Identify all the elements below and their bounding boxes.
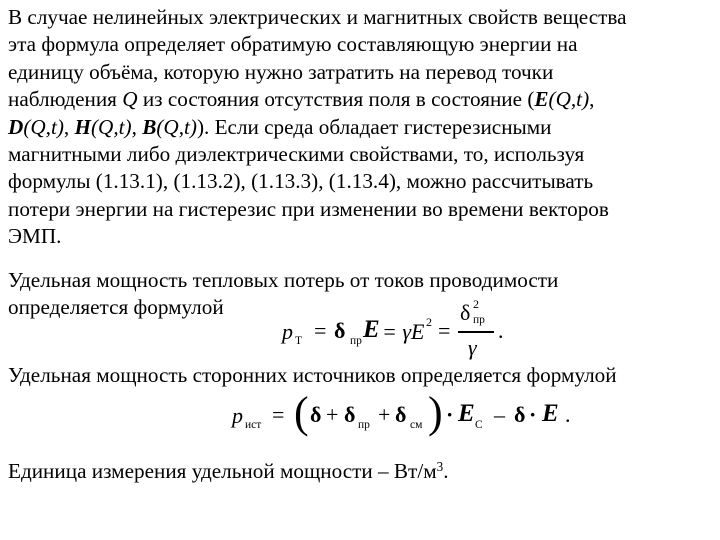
formula-source-power bbox=[232, 388, 592, 442]
text-fragment: , bbox=[63, 114, 75, 139]
text-line: определяется формулой bbox=[8, 295, 224, 320]
symbol-p: p bbox=[282, 319, 293, 344]
multiplication-dot: · bbox=[529, 402, 537, 427]
symbol-p: p bbox=[232, 403, 243, 428]
vector-delta: δ bbox=[514, 402, 526, 427]
subscript-c: С bbox=[475, 419, 483, 431]
vector-e: E bbox=[363, 316, 380, 343]
period: . bbox=[498, 318, 504, 343]
text-line: эта формула определяет обратимую составляющую энергии на bbox=[8, 32, 578, 57]
formula-thermal-power bbox=[270, 297, 530, 364]
text-line: Удельная мощность тепловых потерь от токов проводимости bbox=[8, 268, 559, 292]
text-line: Удельная мощность сторонних источников определяется формулой bbox=[8, 363, 617, 387]
text-line: потери энергии на гистерезис при изменении во времени векторов bbox=[8, 196, 609, 221]
vector-d: D bbox=[8, 114, 24, 139]
period: . bbox=[565, 402, 571, 427]
numerator-delta: δ bbox=[460, 300, 471, 325]
subscript-t: Т bbox=[295, 335, 303, 347]
argument-qt: (Q,t) bbox=[156, 114, 197, 139]
text-fragment: , bbox=[589, 87, 595, 112]
denominator-gamma: γ bbox=[468, 335, 477, 360]
vector-e: E bbox=[534, 87, 549, 112]
text-line: формулы (1.13.1), (1.13.2), (1.13.3), (1.13.4), можно рассчитывать bbox=[8, 169, 594, 194]
vector-b: B bbox=[142, 114, 157, 139]
vector-delta: δ bbox=[310, 402, 322, 427]
fraction-bar bbox=[458, 331, 494, 333]
text-line: ЭМП. bbox=[8, 224, 62, 249]
argument-qt: (Q,t) bbox=[91, 114, 132, 139]
equals-sign: = bbox=[314, 318, 327, 343]
text-line: единицу объёма, которую нужно затратить на перевод точки bbox=[8, 59, 554, 84]
minus-sign: – bbox=[494, 402, 505, 427]
vector-e-c: E bbox=[458, 400, 475, 427]
subscript-pr: пр bbox=[358, 419, 370, 431]
superscript-2: 2 bbox=[473, 297, 479, 311]
vector-delta: δ bbox=[334, 318, 346, 343]
plus-sign: + bbox=[378, 402, 391, 427]
text-line bbox=[8, 87, 594, 111]
subscript-sm: см bbox=[410, 419, 423, 431]
text-fragment: ). Если среда обладает гистерезисными bbox=[196, 114, 552, 139]
superscript-3: 3 bbox=[436, 458, 444, 474]
multiplication-dot: · bbox=[446, 402, 454, 427]
paragraph-nonlinear-properties bbox=[8, 4, 714, 251]
text-line: Единица измерения удельной мощности – Вт/м bbox=[8, 459, 437, 483]
text-line bbox=[8, 115, 552, 139]
vector-delta-sm: δ bbox=[395, 402, 407, 427]
superscript-2: 2 bbox=[426, 315, 432, 329]
text-fragment: из состояния отсутствия поля в состояние ( bbox=[137, 87, 535, 112]
left-parenthesis: ( bbox=[294, 388, 309, 437]
text-fragment: , bbox=[131, 114, 143, 139]
gamma-e-term: = γE bbox=[382, 319, 425, 344]
vector-delta-pr: δ bbox=[344, 402, 356, 427]
equals-sign: = bbox=[272, 402, 285, 427]
paragraph-unit bbox=[8, 458, 714, 485]
equals-sign: = bbox=[438, 318, 451, 343]
argument-qt: (Q,t) bbox=[548, 87, 590, 112]
text-line: магнитными либо диэлектрическими свойствами, то, используя bbox=[8, 142, 585, 167]
right-parenthesis: ) bbox=[428, 388, 443, 437]
text-fragment: . bbox=[443, 459, 449, 483]
text-fragment: наблюдения bbox=[8, 87, 123, 112]
subscript-ist: ист bbox=[245, 419, 262, 431]
subscript-pr: пр bbox=[350, 335, 362, 347]
paragraph-external-sources bbox=[8, 362, 714, 389]
plus-sign: + bbox=[326, 402, 339, 427]
argument-qt: (Q,t) bbox=[23, 114, 64, 139]
text-line: В случае нелинейных электрических и магнитных свойств вещества bbox=[8, 5, 627, 29]
vector-h: H bbox=[74, 114, 91, 139]
vector-e: E bbox=[542, 400, 559, 427]
subscript-pr: пр bbox=[473, 314, 485, 326]
symbol-q: Q bbox=[122, 87, 138, 112]
